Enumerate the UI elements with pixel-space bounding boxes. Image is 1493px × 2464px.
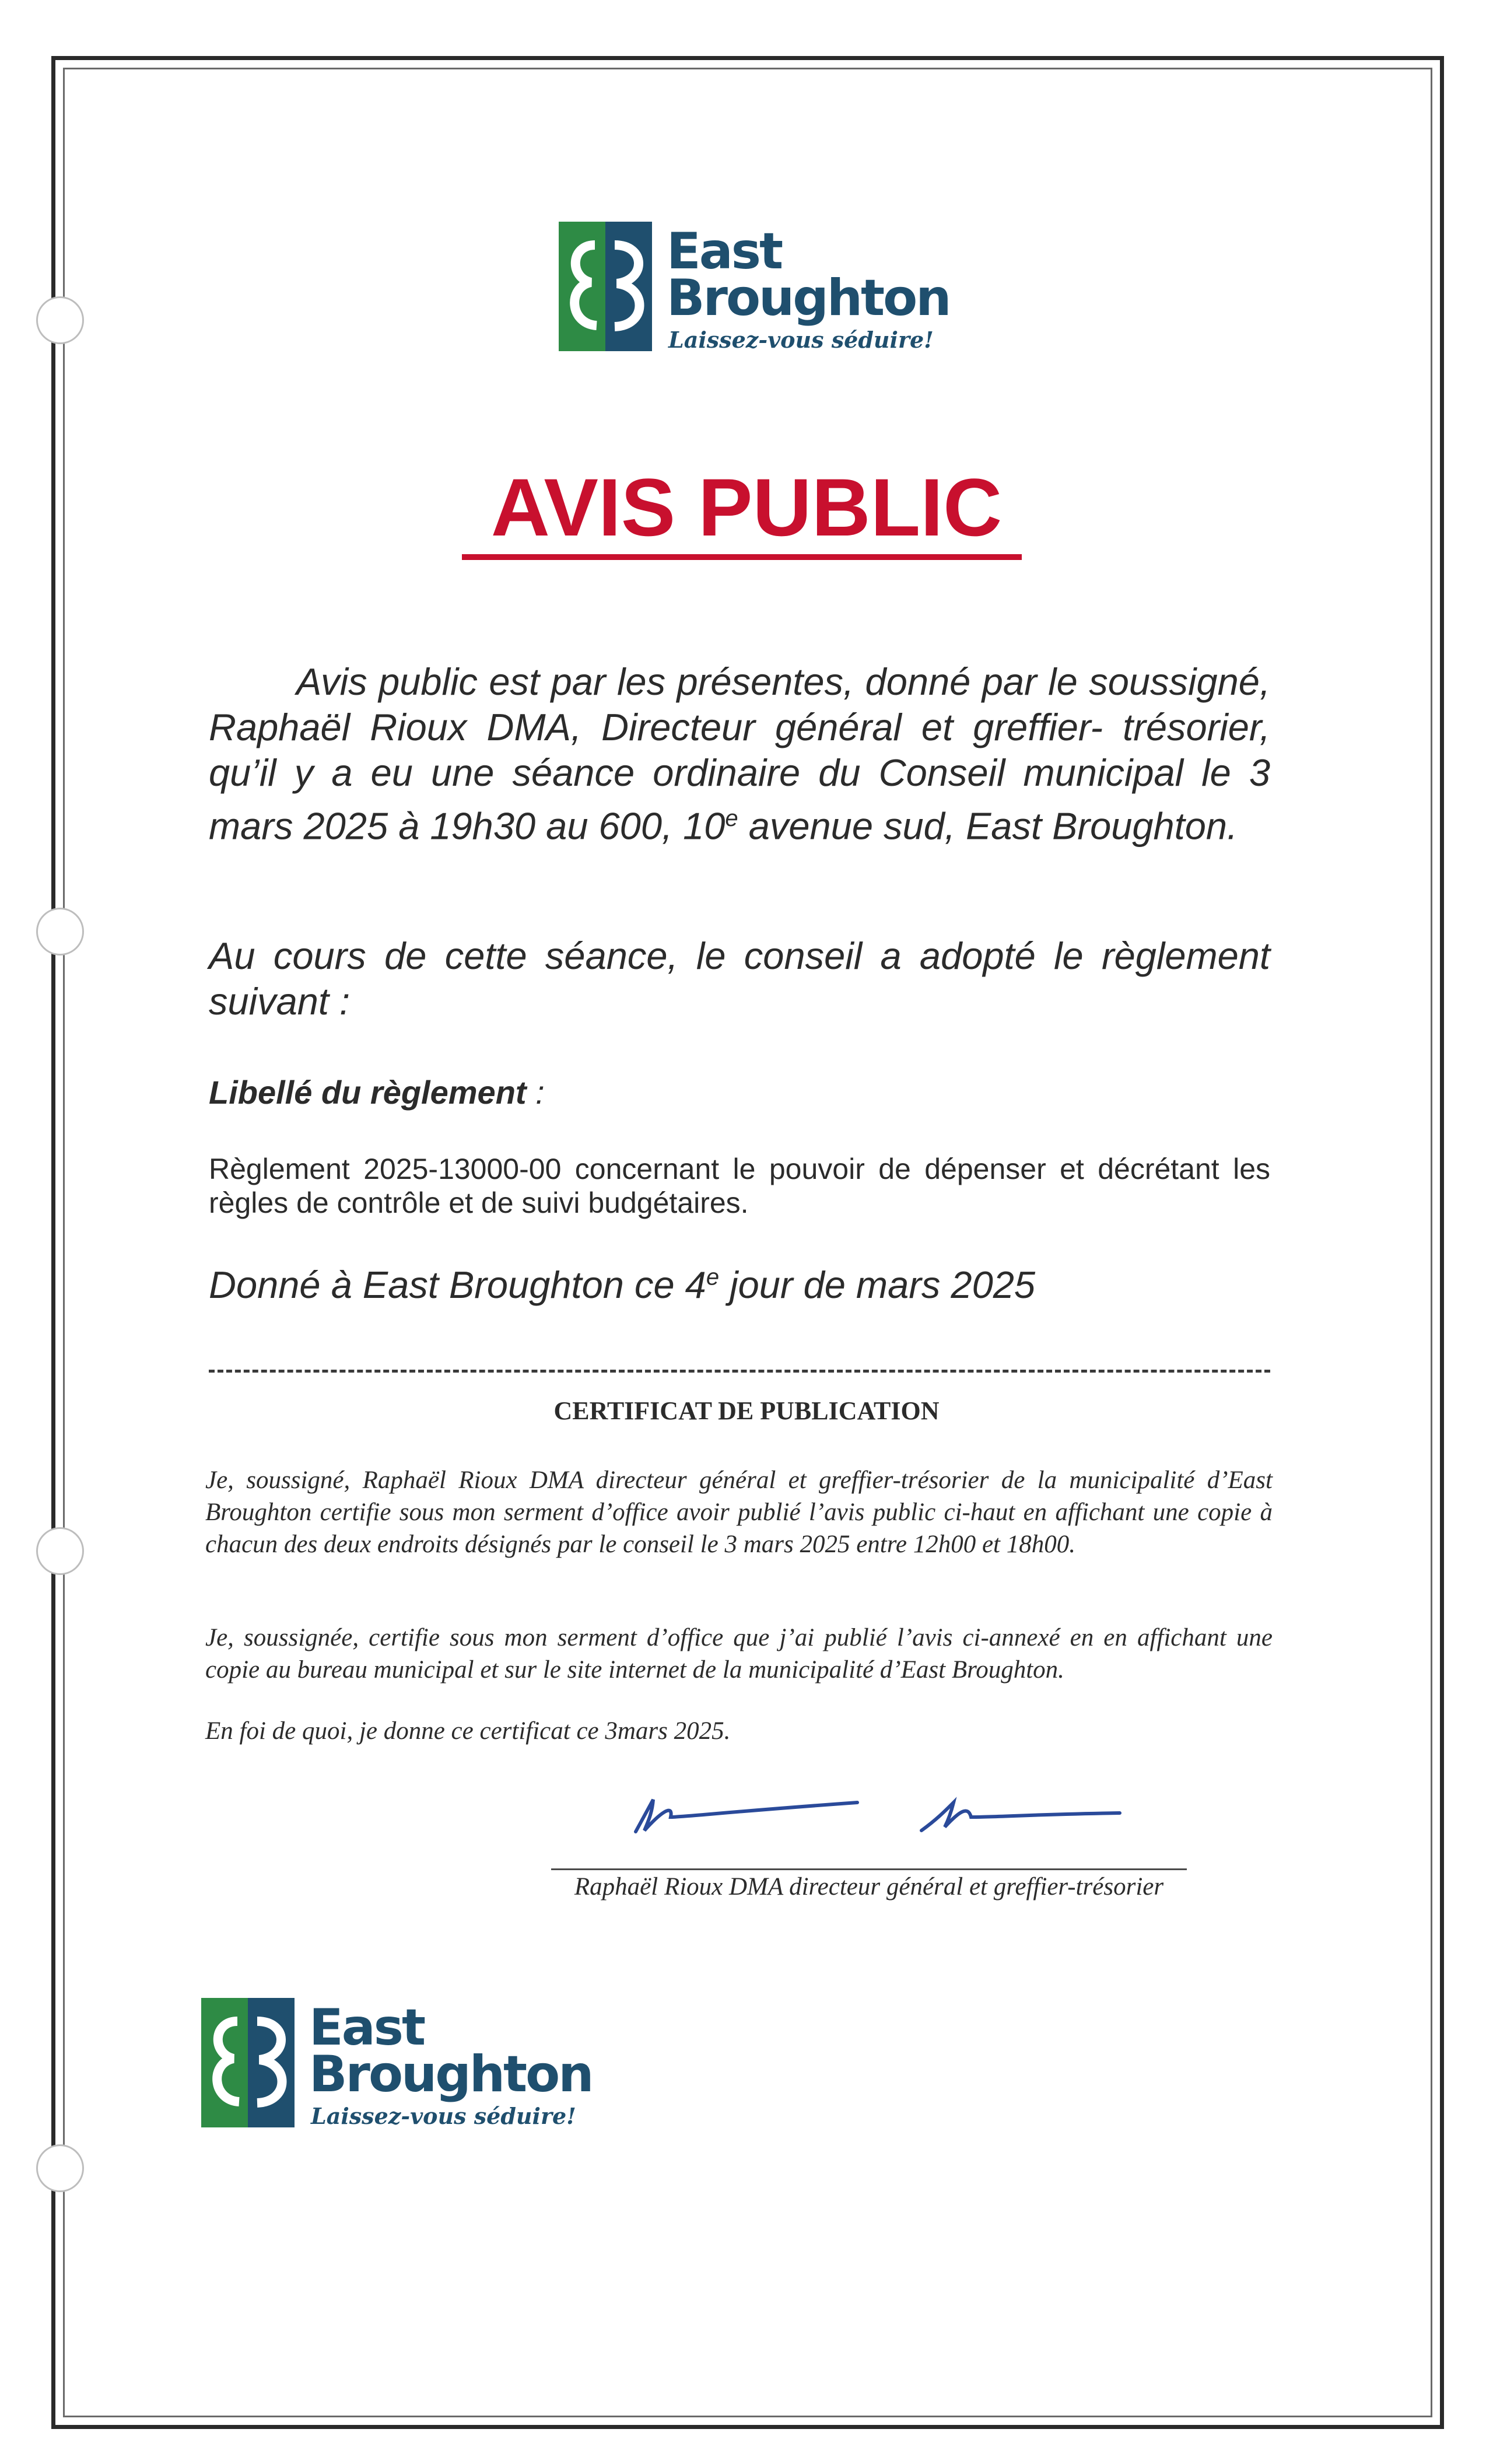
logo-tagline: Laissez-vous séduire! xyxy=(311,2103,576,2129)
handwritten-signature xyxy=(618,1785,1143,1843)
binder-hole xyxy=(36,2144,84,2192)
binder-hole xyxy=(36,296,84,344)
adoption-paragraph: Au cours de cette séance, le conseil a adopté le règlement suivant : xyxy=(209,935,1270,1023)
signature-line xyxy=(551,1868,1187,1870)
binder-hole xyxy=(36,1527,84,1575)
certificate-paragraph-1: Je, soussigné, Raphaël Rioux DMA directeur général et greffier-trésorier de la municipalité d’East Broughton certifie sous mon serment d’office avoir publié l’avis public ci-haut en affichant une copie à chacun des deux endroits désignés par le conseil le 3 mars 2025 entre 12h00 et 18h00. xyxy=(205,1466,1273,1558)
page-title: AVIS PUBLIC xyxy=(490,461,1003,553)
reglement-text: Règlement 2025-13000-00 concernant le pouvoir de dépenser et décrétant les règles de contrôle et de suivi budgétaires. xyxy=(209,1153,1270,1219)
binder-hole xyxy=(36,908,84,956)
certificate-paragraph-2: Je, soussignée, certifie sous mon serment d’office que j’ai publié l’avis ci-annexé en en affichant une copie au bureau municipal et sur le site internet de la municipalité d’East Broughton. xyxy=(205,1624,1273,1684)
logo-line1: East xyxy=(667,222,782,281)
given-at-line: Donné à East Broughton ce 4e jour de mars 2025 xyxy=(209,1264,1036,1306)
signature-caption: Raphaël Rioux DMA directeur général et greffier-trésorier xyxy=(574,1873,1164,1901)
header-logo xyxy=(559,222,950,356)
reglement-label: Libellé du règlement : xyxy=(209,1074,545,1111)
logo-line2: Broughton xyxy=(667,269,950,327)
footer-logo xyxy=(201,1998,593,2132)
logo-tagline: Laissez-vous séduire! xyxy=(668,327,934,353)
certificate-title: CERTIFICAT DE PUBLICATION xyxy=(553,1396,940,1425)
separator-dashes xyxy=(209,1370,1270,1373)
east-broughton-emblem-icon xyxy=(559,222,652,351)
notice-paragraph: Avis public est par les présentes, donné par le soussigné, Raphaël Rioux DMA, Directeur général et greffier- trésorier, qu’il y a eu une séance ordinaire du Conseil municipal le 3 mars 2025 à 19h30 au 600, 10e avenue sud, East Broughton. xyxy=(209,660,1270,848)
certificate-paragraph-3: En foi de quoi, je donne ce certificat ce 3mars 2025. xyxy=(205,1717,731,1745)
title-underline xyxy=(462,554,1022,560)
logo-line2: Broughton xyxy=(309,2045,593,2104)
east-broughton-emblem-icon xyxy=(201,1998,295,2127)
logo-line1: East xyxy=(309,1999,425,2057)
